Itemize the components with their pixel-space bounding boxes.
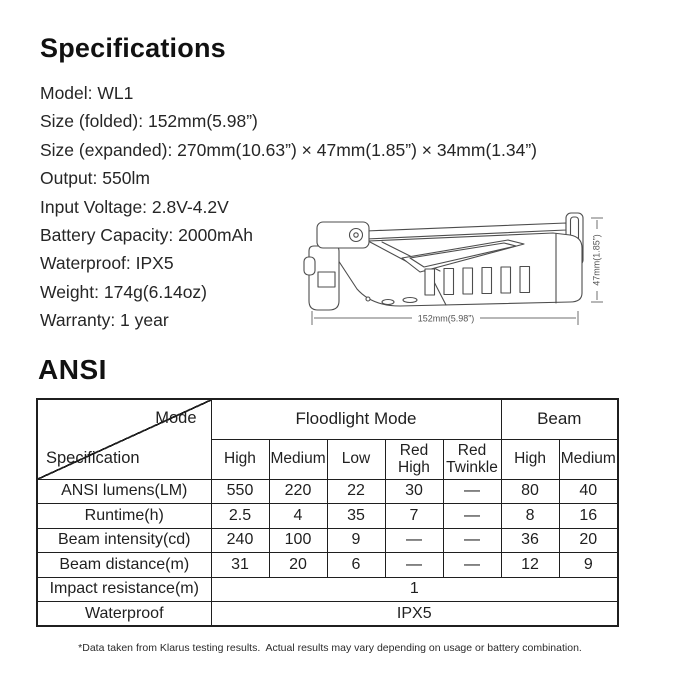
row-label: Runtime(h) <box>37 504 211 529</box>
table-row-runtime <box>37 504 618 529</box>
cell: 8 <box>501 504 559 529</box>
mode-header-high: High <box>211 439 269 479</box>
group-header-beam: Beam <box>501 399 618 439</box>
cell: 240 <box>211 528 269 553</box>
cell: 31 <box>211 553 269 578</box>
row-label: Beam intensity(cd) <box>37 528 211 553</box>
cell: IPX5 <box>211 602 618 627</box>
spec-line-weight: Weight: 174g(6.14oz) <box>40 281 208 302</box>
cell: 6 <box>327 553 385 578</box>
cell: 12 <box>501 553 559 578</box>
mode-corner-label: Mode <box>155 409 197 427</box>
cell: — <box>443 553 501 578</box>
cell: — <box>443 504 501 529</box>
cell: 9 <box>559 553 618 578</box>
table-row-impact-resistance <box>37 577 618 602</box>
mode-header-red-high: Red High <box>385 439 443 479</box>
cell: 9 <box>327 528 385 553</box>
cell: 35 <box>327 504 385 529</box>
row-label: Beam distance(m) <box>37 553 211 578</box>
cell: 20 <box>269 553 327 578</box>
side-button-shape <box>304 257 315 275</box>
ansi-title: ANSI <box>38 354 107 385</box>
mode-header-red-twinkle: Red Twinkle <box>443 439 501 479</box>
spec-line-input-voltage: Input Voltage: 2.8V-4.2V <box>40 196 229 217</box>
cell: 36 <box>501 528 559 553</box>
spec-line-size-folded: Size (folded): 152mm(5.98”) <box>40 111 258 132</box>
cell: 30 <box>385 479 443 504</box>
cell: — <box>385 528 443 553</box>
table-row-beam-intensity <box>37 528 618 553</box>
table-header-row-groups <box>37 399 618 439</box>
spec-line-size-expanded: Size (expanded): 270mm(10.63”) × 47mm(1.85”) × 34mm(1.34”) <box>40 139 538 160</box>
spec-line-warranty: Warranty: 1 year <box>40 310 169 331</box>
cell: 16 <box>559 504 618 529</box>
mode-header-beam-high: High <box>501 439 559 479</box>
spec-line-model: Model: WL1 <box>40 83 134 103</box>
table-row-ansi-lumens <box>37 479 618 504</box>
row-label: Impact resistance(m) <box>37 577 211 602</box>
footnote: *Data taken from Klarus testing results. Actual results may vary depending on usage or battery combination. <box>78 642 582 654</box>
dimension-length-label: 152mm(5.98”) <box>417 313 475 324</box>
spec-line-waterproof: Waterproof: IPX5 <box>40 253 174 274</box>
cell: 4 <box>269 504 327 529</box>
group-header-floodlight-mode: Floodlight Mode <box>211 399 501 439</box>
mode-header-beam-medium: Medium <box>559 439 618 479</box>
product-line-drawing <box>298 198 633 333</box>
table-row-waterproof <box>37 602 618 627</box>
mode-header-low: Low <box>327 439 385 479</box>
spec-line-battery-capacity: Battery Capacity: 2000mAh <box>40 225 254 246</box>
cell: — <box>443 528 501 553</box>
cell: 100 <box>269 528 327 553</box>
specification-corner-label: Specification <box>46 448 140 467</box>
ansi-table <box>36 398 619 627</box>
cell: — <box>385 553 443 578</box>
spec-line-output: Output: 550lm <box>40 168 150 189</box>
row-label: ANSI lumens(LM) <box>37 479 211 504</box>
cell: 1 <box>211 577 618 602</box>
cell: — <box>443 479 501 504</box>
mode-header-medium: Medium <box>269 439 327 479</box>
diagonal-header-cell <box>37 399 211 479</box>
cell: 22 <box>327 479 385 504</box>
cell: 2.5 <box>211 504 269 529</box>
row-label: Waterproof <box>37 602 211 627</box>
cell: 550 <box>211 479 269 504</box>
cell: 80 <box>501 479 559 504</box>
dimension-height-label: 47mm(1.85”) <box>591 234 602 286</box>
cell: 40 <box>559 479 618 504</box>
cell: 220 <box>269 479 327 504</box>
cell: 7 <box>385 504 443 529</box>
cell: 20 <box>559 528 618 553</box>
table-row-beam-distance <box>37 553 618 578</box>
specifications-title: Specifications <box>40 33 226 63</box>
